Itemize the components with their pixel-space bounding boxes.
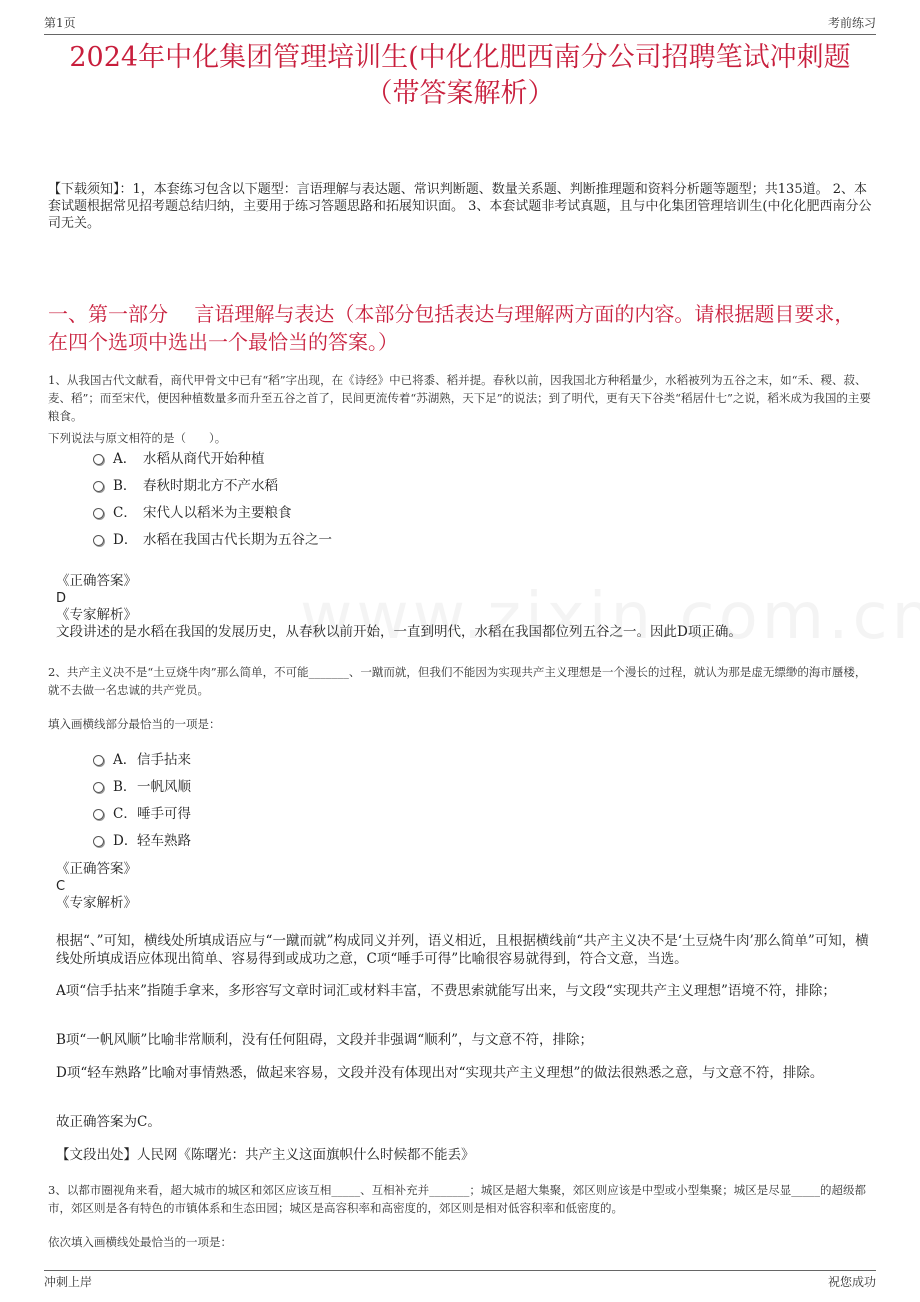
question-2-answer-block [56, 861, 874, 912]
page-footer [44, 1273, 876, 1293]
option-letter: B． [113, 779, 137, 795]
answer-label: 《正确答案》 [56, 573, 137, 589]
analysis-paragraph: 故正确答案为C。 [56, 1114, 161, 1130]
option-text: 春秋时期北方不产水稻 [143, 478, 278, 494]
analysis-text: 文段讲述的是水稻在我国的发展历史，从春秋以前开始，一直到明代，水稻在我国都位列五谷之一。因此D项正确。 [56, 624, 742, 640]
answer-value: C [56, 879, 66, 894]
option-letter: B． [113, 478, 137, 494]
radio-icon[interactable] [93, 481, 104, 492]
header-label: 考前练习 [827, 16, 876, 30]
answer-label: 《正确答案》 [56, 861, 137, 877]
analysis-paragraph: A项“信手拈来”指随手拿来，多形容写文章时词汇或材料丰富，不费思索就能写出来，与文段“实现共产主义理想”语境不符，排除； [56, 983, 836, 999]
radio-icon[interactable] [93, 535, 104, 546]
section-heading: 一、第一部分 言语理解与表达（本部分包括表达与理解两方面的内容。请根据题目要求，在四个选项中选出一个最恰当的答案。） [48, 302, 855, 354]
radio-icon[interactable] [93, 755, 104, 766]
analysis-paragraph: 根据“、”可知，横线处所填成语应与“一蹴而就”构成同义并列，语义相近，且根据横线前“共产主义决不是‘土豆烧牛肉’那么简单”可知，横线处所填成语应体现出简单、容易得到或成功之意，C项“唾手可得”比喻很容易就得到，符合文意，当选。 [56, 933, 869, 967]
radio-icon[interactable] [93, 836, 104, 847]
download-notice: 【下载须知】：1，本套练习包含以下题型：言语理解与表达题、常识判断题、数量关系题、判断推理题和资料分析题等题型；共135道。 2、本套试题根据常见招考题总结归纳，主要用于练习答题思路和拓展知识面。 3、本套试题非考试真题，且与中化集团管理培训生(中化化肥西南分公司无关。 [48, 182, 872, 231]
option-letter: A． [113, 752, 137, 768]
option-letter: D． [113, 532, 138, 548]
option-text: 唾手可得 [137, 806, 191, 822]
page-number: 第1页 [44, 16, 76, 30]
analysis-label: 《专家解析》 [56, 607, 137, 623]
question-1-answer-block [56, 573, 874, 641]
document-title: 2024年中化集团管理培训生(中化化肥西南分公司招聘笔试冲刺题（带答案解析） [69, 42, 851, 109]
radio-icon[interactable] [93, 508, 104, 519]
option-letter: A． [113, 451, 137, 467]
question-1-ask: 下列说法与原文相符的是（ ）。 [48, 431, 227, 445]
question-2-text: 2、共产主义决不是“土豆烧牛肉”那么简单，不可能_______、一蹴而就，但我们不能因为实现共产主义理想是一个漫长的过程，就认为那是虚无缥缈的海市蜃楼，就不去做一名忠诚的共产党员。 [48, 665, 867, 697]
footer-right: 祝您成功 [827, 1275, 876, 1289]
question-1-text: 1、从我国古代文献看，商代甲骨文中已有“稻”字出现，在《诗经》中已将黍、稻并提。春秋以前，因我国北方种稻量少，水稻被列为五谷之末，如“禾、稷、菽、麦、稻”；而至宋代，便因种植数量多而升至五谷之首了，民间更流传着“苏湖熟，天下足”的说法；到了明代，更有天下谷类“稻居什七”之说，稻米成为我国的主要粮食。 [48, 373, 871, 423]
option-letter: D． [113, 833, 138, 849]
radio-icon[interactable] [93, 454, 104, 465]
page-header [44, 14, 876, 34]
question-3-text: 3、以都市圈视角来看，超大城市的城区和郊区应该互相_____、互相补充并_______；城区是超大集聚，郊区则应该是中型或小型集聚；城区是尽显_____的超级都市，郊区则是各有特色的市镇体系和生态田园；城区是高容积率和高密度的，郊区则是相对低容积率和低密度的。 [48, 1183, 867, 1215]
option-letter: C． [113, 806, 137, 822]
answer-value: D [56, 591, 67, 606]
analysis-paragraph: B项“一帆风顺”比喻非常顺利，没有任何阻碍，文段并非强调“顺利”，与文意不符，排除； [56, 1032, 594, 1048]
header-divider [44, 34, 876, 35]
option-text: 轻车熟路 [137, 833, 191, 849]
footer-left: 冲刺上岸 [44, 1275, 93, 1289]
source-citation: 【文段出处】人民网《陈曙光：共产主义这面旗帜什么时候都不能丢》 [56, 1147, 475, 1163]
radio-icon[interactable] [93, 809, 104, 820]
option-text: 水稻从商代开始种植 [143, 451, 265, 467]
option-text: 信手拈来 [137, 752, 191, 768]
analysis-paragraph: D项“轻车熟路”比喻对事情熟悉，做起来容易，文段并没有体现出对“实现共产主义理想”的做法很熟悉之意，与文意不符，排除。 [56, 1065, 824, 1081]
footer-divider [44, 1270, 876, 1271]
question-3-ask: 依次填入画横线处最恰当的一项是： [48, 1235, 232, 1249]
radio-icon[interactable] [93, 782, 104, 793]
option-letter: C． [113, 505, 137, 521]
option-text: 水稻在我国古代长期为五谷之一 [143, 532, 332, 548]
option-text: 宋代人以稻米为主要粮食 [143, 505, 292, 521]
question-2-ask: 填入画横线部分最恰当的一项是： [48, 717, 221, 731]
analysis-label: 《专家解析》 [56, 895, 137, 911]
option-text: 一帆风顺 [137, 779, 191, 795]
